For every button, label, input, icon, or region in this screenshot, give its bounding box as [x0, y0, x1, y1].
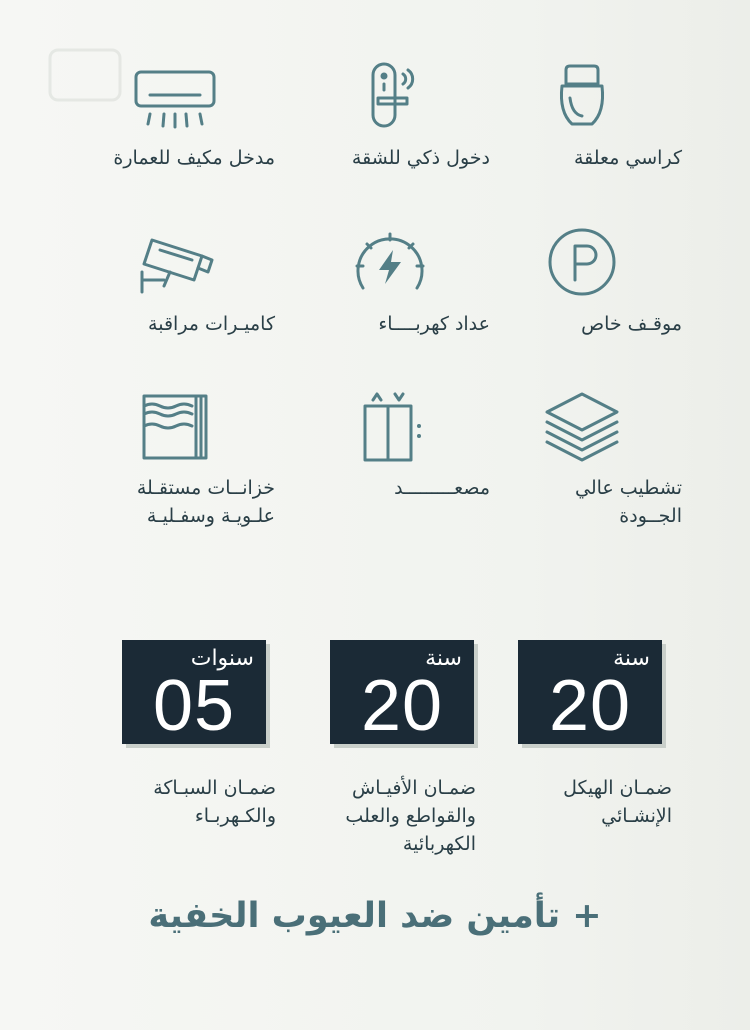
feature-label: عداد كهربــــاء	[378, 313, 490, 335]
warranty-unit: سنة	[425, 646, 462, 671]
warranty-desc-line: والكـهربـاء	[194, 805, 276, 827]
smart-lock-icon	[345, 62, 435, 142]
warranty-desc-line: ضمـان السبـاكة	[153, 777, 276, 799]
feature-label-line2: علـويـة وسفـليـة	[146, 505, 275, 527]
warranty-box	[330, 640, 474, 744]
warranty-desc-line: ضمـان الأفيـاش	[352, 777, 476, 799]
warranty-desc-line: والقواطع والعلب	[345, 805, 476, 827]
warranty-description	[76, 774, 276, 830]
feature-label: دخول ذكي للشقة	[351, 147, 490, 169]
hidden-defects-insurance-banner: + تأمين ضد العيوب الخفية	[148, 896, 602, 936]
toilet-icon	[537, 62, 627, 142]
warranty-box	[122, 640, 266, 744]
warranty-description	[276, 774, 476, 858]
layers-icon	[537, 392, 627, 472]
warranty-desc-line: الكهربائية	[402, 833, 476, 855]
feature-label: تشطيب عالي	[574, 477, 682, 499]
warranty-description	[472, 774, 672, 830]
security-camera-icon	[130, 228, 220, 308]
air-conditioner-icon	[130, 62, 220, 142]
warranty-number: 20	[548, 666, 632, 746]
meter-icon	[345, 228, 435, 308]
parking-icon	[537, 228, 627, 308]
feature-label: مدخل مكيف للعمارة	[113, 147, 275, 169]
warranty-unit: سنة	[613, 646, 650, 671]
feature-label: مصعـــــــــد	[394, 477, 490, 499]
warranty-number: 05	[152, 666, 236, 746]
feature-label-line2: الجــودة	[619, 505, 682, 527]
elevator-icon	[345, 392, 435, 472]
warranty-desc-line: ضمـان الهيكل	[563, 777, 672, 799]
feature-label: موقـف خاص	[581, 313, 682, 335]
warranty-number: 20	[360, 666, 444, 746]
feature-label: كراسي معلقة	[573, 147, 682, 169]
feature-label: كاميـرات مراقبة	[148, 313, 275, 335]
warranty-desc-line: الإنشـائي	[601, 805, 672, 827]
watermark-logo-icon	[40, 40, 130, 110]
warranty-unit: سنوات	[190, 646, 254, 671]
feature-label: خزانــات مستقـلة	[136, 477, 275, 499]
water-tank-icon	[130, 392, 220, 472]
warranty-box	[518, 640, 662, 744]
